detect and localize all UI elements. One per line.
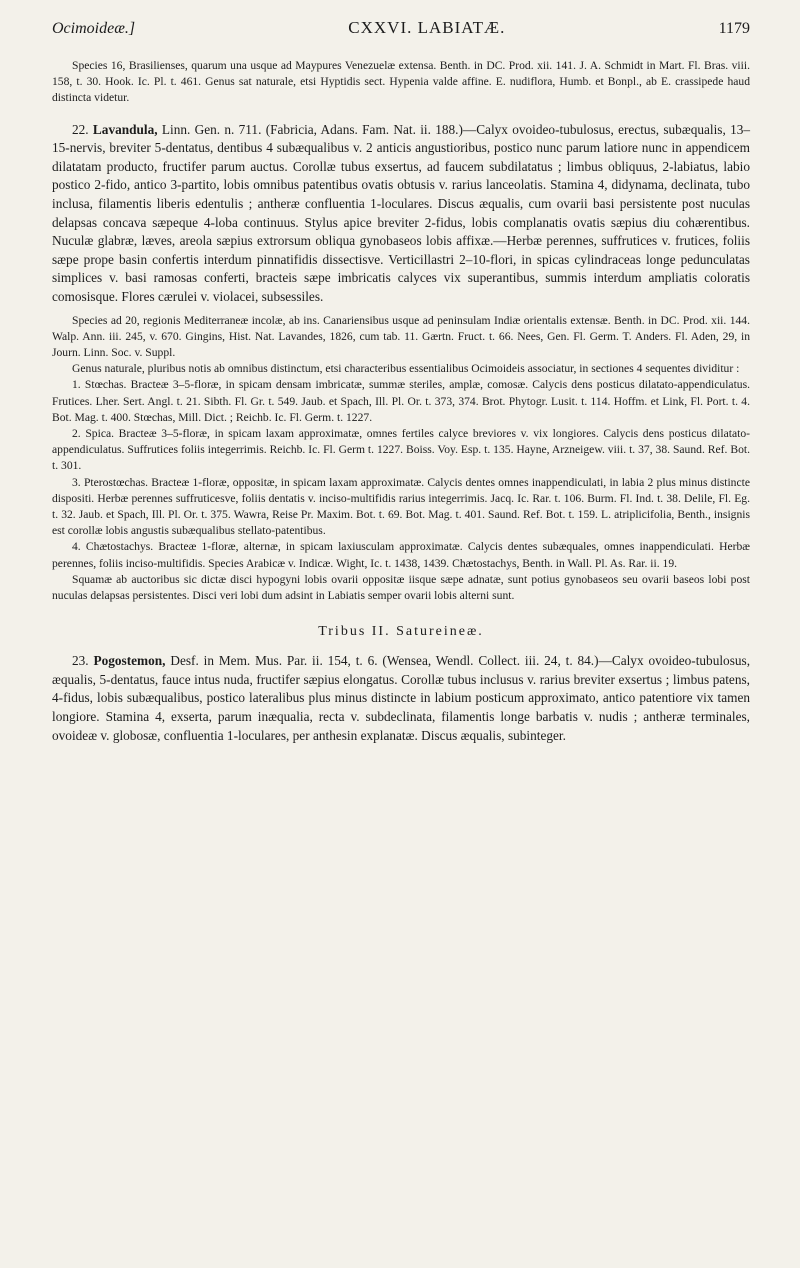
genus-name: Lavandula,	[92, 121, 158, 137]
section-item-chaetostachys: 4. Chætostachys. Bracteæ 1-floræ, alternæ, in spicam laxiusculam approximatæ. Calycis dentes subæquales, omnes inappendiculati. Herbæ perennes, foliis inciso-multifidis. Species Arabicæ v. Indicæ. Wight, Ic. t. 1438, 1439. Chætostachys, Benth. in Wall. Pl. As. Rar. ii. 19.	[52, 540, 750, 570]
genus-number: 22.	[72, 121, 89, 137]
section-item-pterostoechas: 3. Pterostœchas. Bracteæ 1-floræ, oppositæ, in spicam laxam approximatæ. Calycis dentes omnes inappendiculati, in labia 2 plus minus distincte dispositi. Herbæ perennes suffruticesve, foliis dentatis v. inciso-multifidis rarius integerrimis. Jacq. Ic. Rar. t. 106. Burm. Fl. Ind. t. 38. Delile, Fl. Eg. t. 32. Jaub. et Spach, Ill. Pl. Or. t. 375. Wawra, Reise Pr. Maxim. Bot. t. 69. Bot. Mag. t. 401. Saund. Ref. Bot. t. 159. L. atriplicifolia, Benth., insignis est corollæ lobis angustis subæqualibus stellato-patentibus.	[52, 475, 750, 538]
spacer	[52, 107, 750, 121]
genus-lavandula-description	[52, 121, 750, 307]
squamae-note: Squamæ ab auctoribus sic dictæ disci hypogyni lobis ovarii oppositæ iisque sæpe adnatæ, sunt potius gynobaseos seu ovarii baseos lobi post nuculas delapsas persistentes. Disci veri lobi dum adsint in Labiatis semper ovarii lobis alterni sunt.	[52, 572, 750, 602]
genus-pogostemon-description	[52, 652, 750, 745]
running-head-left: Ocimoideæ.]	[52, 20, 136, 37]
genus-text: Linn. Gen. n. 711. (Fabricia, Adans. Fam. Nat. ii. 188.)—Calyx ovoideo-tubulosus, erectus, subæqualis, 13–15-nervis, breviter 5-dentatus, dentibus 4 subæqualibus v. 2 anticis angustioribus, postico nunc parum latiore nunc in appendicem dilatatam producto, fructifer parum auctus. Corollæ tubus exsertus, ad faucem subdilatatus ; limbus obliquus, 2-labiatus, labio postico 2-fido, antico 3-partito, lobis omnibus patentibus ovatis obtusis v. rarius lanceolatis. Stamina 4, didynama, declinata, tubo inclusa, filamentis liberis edentulis ; antheræ confluentia 1-loculares. Discus æqualis, cum ovarii basi persistente post nuculas delapsas concava sæpeque 4-loba continuus. Stylus apice breviter 2-fidus, lobis complanatis ovatis sæpius diu cohærentibus. Nuculæ glabræ, læves, areola sæpius extrorsum obliqua gynobaseos lobis affixæ.—Herbæ perennes, suffrutices v. frutices, foliis sæpe prope basin confertis interdum pinnatifidis dissectisve. Verticillastri 2–10-flori, in spicas cylindraceas longe pedunculatas simplices v. basi ramosas conferti, bracteis sæpe imbricatis calyces vix superantibus, summis interdum ampliatis coloratis comosisque. Flores cærulei v. violacei, subsessiles.	[52, 121, 751, 304]
page-number: 1179	[718, 20, 750, 37]
genus-note: Genus naturale, pluribus notis ab omnibus distinctum, etsi characteribus essentialibus Ocimoideis associatur, in sectiones 4 sequentes dividitur :	[72, 362, 740, 376]
running-head-center: CXXVI. LABIATÆ.	[348, 18, 506, 37]
genus-number: 23.	[72, 653, 89, 669]
page-header	[52, 18, 750, 58]
section-item-stoechas: 1. Stœchas. Bracteæ 3–5-floræ, in spicam densam imbricatæ, summæ steriles, amplæ, comosæ. Calycis dens posticus dilatato-appendiculatus. Frutices. Lher. Sert. Angl. t. 21. Sibth. Fl. Gr. t. 549. Jaub. et Spach, Ill. Pl. Or. t. 373, 374. Brot. Phytogr. Lusit. t. 114. Hoffm. et Link, Fl. Port. t. 4. Bot. Mag. t. 400. Stœchas, Mill. Dict. ; Reichb. Ic. Fl. Germ. t. 1227.	[52, 378, 750, 424]
genus-name: Pogostemon,	[93, 653, 166, 669]
genus-text: Desf. in Mem. Mus. Par. ii. 154, t. 6. (Wensea, Wendl. Collect. iii. 24, t. 84.)—Calyx ovoideo-tubulosus, æqualis, 5-dentatus, fauce intus nuda, fructifer sæpius elongatus. Corollæ tubus inclusus v. rarius breviter exsertus ; limbus patens, 4-fidus, lobis subæqualibus, postico lateralibus plus minus distincte in labium posticum approximato, antico patentiore vix tamen longiore. Stamina 4, exserta, parum inæqualia, recta v. subdeclinata, filamentis longe barbatis v. nudis ; antheræ terminales, ovoideæ v. globosæ, confluentia 1-loculares, per anthesin explanatæ. Discus æqualis, subinteger.	[52, 653, 751, 743]
section-item-spica: 2. Spica. Bracteæ 3–5-floræ, in spicam laxam approximatæ, omnes fertiles calyce breviores v. vix longiores. Calycis dens posticus dilatato-appendiculatus. Suffrutices foliis integerrimis. Reichb. Ic. Fl. Germ t. 1227. Boiss. Voy. Esp. t. 135. Hayne, Arzneigew. viii. t. 37, 38. Saund. Ref. Bot. t. 301.	[52, 426, 750, 473]
species-paragraph-16: Species 16, Brasilienses, quarum una usque ad Maypures Venezuelæ extensa. Benth. in DC. Prod. xii. 141. J. A. Schmidt in Mart. Fl. Bras. viii. 158, t. 30. Hook. Ic. Pl. t. 461. Genus sat naturale, etsi Hyptidis sect. Hypenia valde affine. E. nudiflora, Humb. et Bonpl., ab E. crassipede haud distincta videtur.	[52, 59, 750, 105]
section-list	[52, 377, 750, 571]
species-paragraph-20: Species ad 20, regionis Mediterraneæ incolæ, ab ins. Canariensibus usque ad peninsulam Indiæ orientalis extensæ. Benth. in DC. Prod. xii. 144. Walp. Ann. iii. 245, v. 670. Gingins, Hist. Nat. Lavandes, 1826, cum tab. 11. Gærtn. Fruct. t. 66. Nees, Gen. Fl. Germ. T. Anders. Fl. Aden, 29, in Journ. Linn. Soc. v. Suppl.	[52, 313, 750, 359]
tribus-heading: Tribus II. Satureineæ.	[318, 624, 484, 640]
